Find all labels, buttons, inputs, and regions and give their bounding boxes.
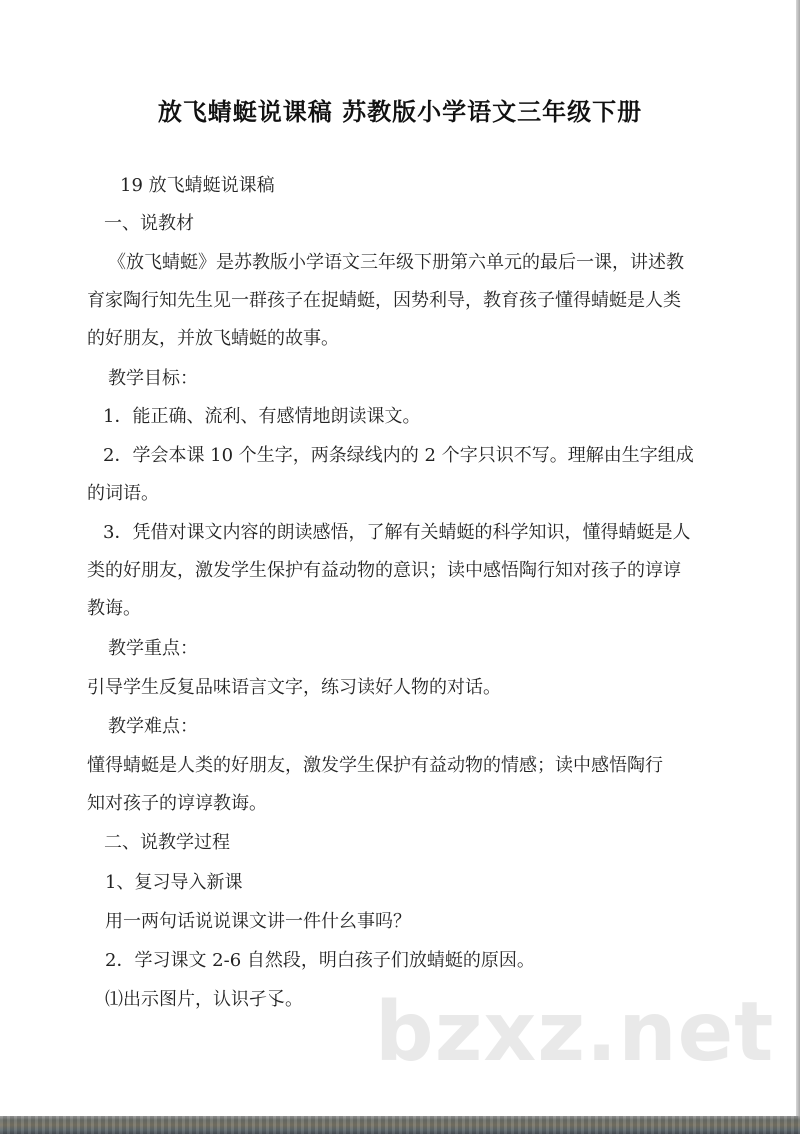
step-heading: 1、复习导入新课	[105, 872, 243, 893]
paragraph-line: ⑴出示图片，认识孑孓。	[105, 989, 303, 1010]
list-item: 2．学会本课 10 个生字，两条绿线内的 2 个字只识不写。理解由生字组成	[103, 445, 694, 466]
document-title: 放飞蜻蜓说课稿 苏教版小学语文三年级下册	[157, 98, 643, 126]
list-item-continuation: 的词语。	[87, 483, 159, 504]
list-item: 1．能正确、流利、有感情地朗读课文。	[103, 406, 421, 427]
paragraph-line: 引导学生反复品味语言文字，练习读好人物的对话。	[87, 677, 501, 698]
subheading: 教学目标：	[108, 368, 198, 389]
bottom-image-texture	[0, 1116, 800, 1134]
subheading: 教学难点：	[108, 716, 198, 737]
section-heading: 一、说教材	[104, 213, 194, 234]
paragraph-line: 的好朋友，并放飞蜻蜓的故事。	[87, 328, 339, 349]
subheading: 教学重点：	[108, 638, 198, 659]
section-heading: 二、说教学过程	[104, 832, 230, 853]
step-heading: 2．学习课文 2-6 自然段，明白孩子们放蜻蜓的原因。	[105, 950, 535, 971]
list-item: 3．凭借对课文内容的朗读感悟，了解有关蜻蜓的科学知识，懂得蜻蜓是人	[103, 522, 691, 543]
page-edge-shadow	[796, 0, 800, 1134]
paragraph-line: 懂得蜻蜓是人类的好朋友，激发学生保护有益动物的情感；读中感悟陶行	[87, 755, 663, 776]
paragraph-line: 用一两句话说说课文讲一件什幺事吗？	[105, 911, 411, 932]
paragraph-line: 育家陶行知先生见一群孩子在捉蜻蜓，因势利导，教育孩子懂得蜻蜓是人类	[87, 290, 681, 311]
paragraph-line: 《放飞蜻蜓》是苏教版小学语文三年级下册第六单元的最后一课，讲述教	[108, 252, 684, 273]
paragraph-line: 知对孩子的谆谆教诲。	[87, 793, 267, 814]
list-item-continuation: 教诲。	[87, 598, 141, 619]
watermark: bzxz.net	[375, 985, 775, 1080]
text-line: 19 放飞蜻蜓说课稿	[120, 175, 275, 196]
list-item-continuation: 类的好朋友，激发学生保护有益动物的意识；读中感悟陶行知对孩子的谆谆	[87, 560, 681, 581]
